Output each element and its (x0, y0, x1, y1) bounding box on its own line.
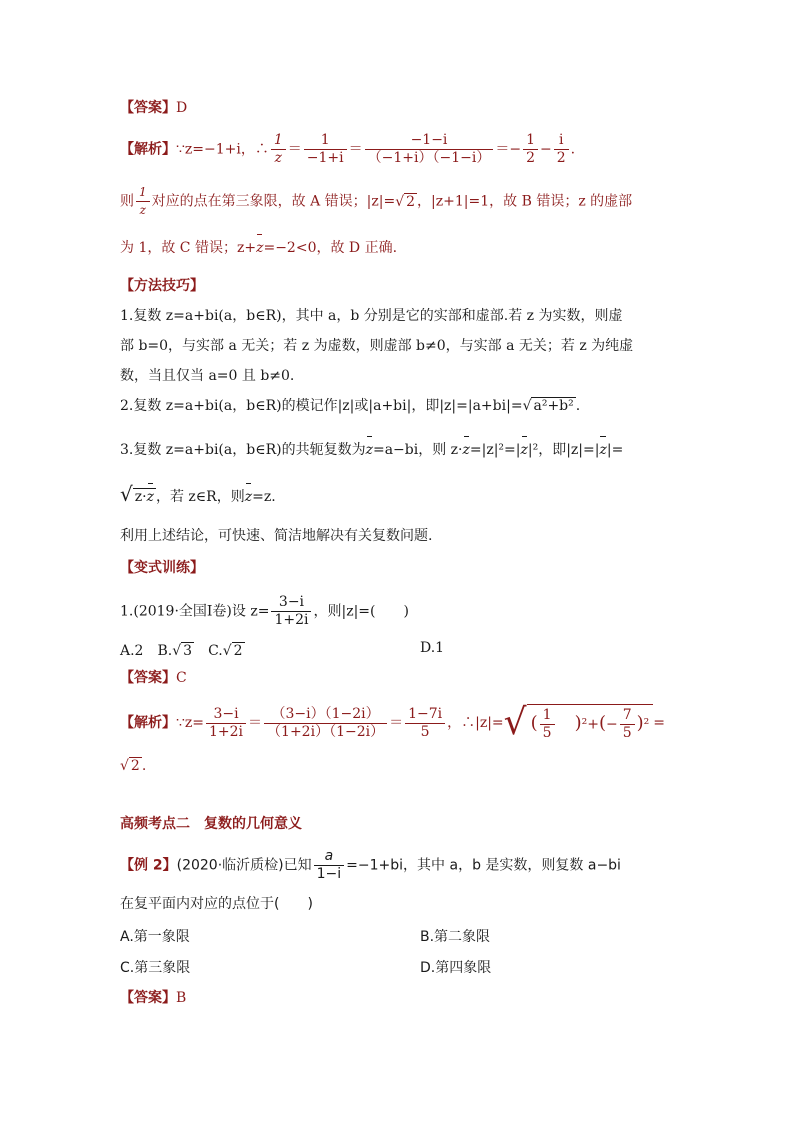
method-1-line-1: 1.复数 z=a+bi(a，b∈R)，其中 a，b 分别是它的实部和虚部.若 z 为实数，则虚 (120, 308, 623, 324)
method-3-line-1: 3.复数 z=a+bi(a，b∈R)的共轭复数为z=a−bi，则 z·z=|z|²=|z|²，即|z|=|z|= (120, 442, 624, 458)
fraction: $\frac{a}{1-i}$ (314, 848, 345, 883)
fraction: $\frac{3-i}{1+2i}$ (206, 706, 246, 741)
method-heading: 【方法技巧】 (120, 278, 204, 294)
answer-tag: 【答案】 (120, 100, 176, 116)
analysis-1-line-1: 【解析】∵z=−1+i，∴ $\frac{1}{z}$ ＝ $\frac{1}{-1+i}$ ＝ $\frac{-1-i}{(-1+i)(-1-i)}$ ＝− $\frac{1}{2}$ − $\frac{i}{2}$ . (120, 132, 576, 166)
fraction: $\frac{3-i}{1+2i}$ (271, 594, 311, 629)
fraction: $\frac{(3-i)(1-2i)}{(1+2i)(1-2i)}$ (264, 706, 387, 741)
training-heading: 【变式训练】 (120, 560, 204, 576)
question-1: 1.(2019·全国Ⅰ卷)设 z= $\frac{3-i}{1+2i}$ ，则|z|=( ) (120, 594, 409, 628)
fraction: $\frac{i}{2}$ (554, 132, 569, 167)
method-summary: 利用上述结论，可快速、简洁地解决有关复数问题. (120, 528, 433, 544)
fraction: $\frac{1}{-1+i}$ (304, 132, 347, 167)
fraction: $\frac{1}{2}$ (523, 132, 538, 167)
method-3-line-2: √ z·z ，若 z∈R，则z=z. (120, 482, 276, 506)
ex2-option-d: D.第四象限 (420, 960, 492, 976)
ex2-option-b: B.第二象限 (420, 929, 491, 945)
answer-1 (120, 98, 187, 118)
sqrt: √ 2 (395, 193, 416, 210)
analysis-text: ∵z=−1+i，∴ (176, 141, 269, 158)
answer-2: 【答案】C (120, 670, 187, 686)
ex2-option-a: A.第一象限 (120, 929, 190, 945)
analysis-1-line-3: 为 1，故 C 错误；z+z=−2<0，故 D 正确. (120, 240, 398, 256)
q1-option-d: D.1 (420, 640, 445, 656)
answer-3: 【答案】B (120, 990, 187, 1006)
example-2-line-1: 【例 2】(2020·临沂质检)已知 $\frac{a}{1-i}$ =−1+bi，其中 a，b 是实数，则复数 a−bi (120, 848, 621, 882)
analysis-1-line-2: 则 $\frac{1}{z}$ 对应的点在第三象限，故 A 错误；|z|=√ 2 ，|z+1|=1，故 B 错误；z 的虚部 (120, 185, 633, 217)
method-2: 2.复数 z=a+bi(a，b∈R)的模记作|z|或|a+bi|，即|z|=|a+bi|=√ a²+b² . (120, 398, 581, 414)
fraction: $\frac{1-7i}{5}$ (405, 706, 445, 741)
analysis-tag: 【解析】 (120, 141, 176, 158)
fraction: $\frac{1}{z}$ (271, 132, 286, 167)
q1-options: A.2 B.√ 3 C.√ 2 (120, 643, 243, 659)
method-1-line-3: 数，当且仅当 a=0 且 b≠0. (120, 368, 295, 384)
analysis-2-line-2: √ 2 . (120, 758, 147, 774)
analysis-2-line-1: 【解析】∵z= $\frac{3-i}{1+2i}$ ＝ $\frac{(3-i)(1-2i)}{(1+2i)(1-2i)}$ ＝ $\frac{1-7i}{5}$ ，∴|z|=√ ( $\frac{1}{5}$ )²+(− $\frac{7}{5}$ )² = (120, 702, 666, 743)
section-title: 高频考点二 复数的几何意义 (120, 816, 302, 832)
method-1-line-2: 部 b=0，与实部 a 无关；若 z 为虚数，则虚部 b≠0，与实部 a 无关；若 z 为纯虚 (120, 338, 634, 354)
answer-value: D (176, 100, 188, 116)
fraction: $\frac{-1-i}{(-1+i)(-1-i)}$ (365, 132, 494, 167)
fraction: $\frac{1}{z}$ (136, 184, 150, 219)
ex2-option-c: C.第三象限 (120, 960, 191, 976)
fraction: $\frac{7}{5}$ (620, 707, 635, 742)
example-2-line-2: 在复平面内对应的点位于( ) (120, 896, 313, 912)
fraction: $\frac{1}{5}$ (540, 707, 555, 742)
